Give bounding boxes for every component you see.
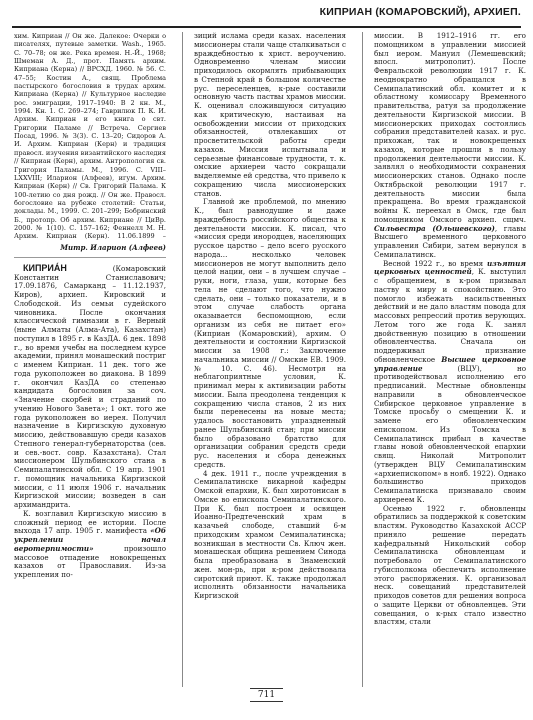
paragraph-text: миссии. В 1912–1916 гг. его помощником в управлении миссией был иером. Мануил (Лемешевский; впосл. митрополит). После Февральской революции 1917 г. К. неоднократно обращался в Семипалатинский обл. комитет и к областному комиссару Временного правительства, ратуя за продолжение деятельности Киргизской миссии. В миссионерских приходах состоялись собрания представителей казах. и рус. прихожан, так и новокрещеных казахов, которые прошли в пользу продолжения деятельности миссии. К. заявлял о необходимости сохранения миссионерских станов. Однако после Октябрьской революции 1917 г. деятельность миссии была прекращена. Во время гражданской войны К. переехал в Омск, где был помощником Омского архиеп. сщмч.	[374, 32, 526, 224]
column-divider-right	[362, 32, 363, 687]
paragraph-text: , К. выступил с обращением, в к-ром призывал паству к миру и спокойствию. Это помогло избежать насильственных действий и не дало властям повода для массовых репрессий против верующих. Летом того же года К. занял двойственную позицию в отношении обновленчества. Сначала он поддерживал признание обновленческое	[374, 267, 526, 364]
column-middle	[194, 32, 346, 682]
paragraph-text: (ВЦУ), но противодействовал исполнению его предписаний. Местные обновленцы направили в обновленческое Сибирское церковное управление в Томске просьбу о смещении К. и замене его обновленческим епископом. Из Томска в Семипалатинск прибыл в качестве главы новой обновленческой епархии свящ. Николай Митрополит (утвержден ВЦУ Семипалатинским «архиепископом» в нояб. 1922). Однако большинство приходов Семипалатинска признавало своим архиереем К.	[374, 363, 526, 504]
paragraph: Главной же проблемой, по мнению К., был равнодушие и даже враждебность российского общества к деятельности миссии. К. писал, что «миссия среди инородцев, населяющих русское царство – дело всего русского народа... несколько человек миссионеров не могут выполнить дело целой нации, они – в лучшем случае – руки, ноги, глаза, уши, которые без тела не сделают того, что нужно сделать, они – только показатели, и в этом случае слабость органа оказывается беспомощною, если организм из себя не питает его» (Киприан (Комаровский), архим. О деятельности и состоянии Киргизской миссии за 1908 г.: Заключение начальника миссии // Омские ЕВ. 1909. № 10. С. 46). Несмотря на неблагоприятные условия, К. принимал меры к активизации работы миссии. Была преодолена тенденция к сокращению числа станов, 2 из них были перенесены на новые места; удалось восстановить упраздненный ранее Шульбинский стан; при миссии было образовано братство для организации собрания средств среди рус. населения и сбора денежных средств.	[194, 197, 346, 469]
bibliography: хим. Киприан // Он же. Далекое: Очерки о писателях, путевые заметки. Wash., 1965. C. 70–78; он же. Река времен. Н.-Й., 1968; Шмеман А. Д., прот. Память архим. Киприана (Керна) // ВРСХД. 1960. № 56. С. 47–55; Костин А., свящ. Проблема пастырского богословия в трудах архим. Киприана (Керна) // Культурное наследие рос. эмиграции, 1917–1940: В 2 кн. М., 1994. Кн. 1. С. 269–274; Гаврилюк П. К. И. Архим. Киприан и его книга о свт. Григории Паламе // Встреча. Сергиев Посад, 1996. № 3(3). С. 13–20; Сидоров А. И. Архим. Киприан (Керн) и традиция правосл. изучения византийского наследия // Киприан (Керн), архим. Антропология св. Григория Паламы. М., 1996. С. VIII–LXXVIII; Иларион (Алфеев), игум. Архим. Киприан (Керн) // Св. Григорий Палама. К 100-летию со дня рожд. // Он же. Правосл. богословие на рубеже столетий: Статьи, доклады. М., 1999. С. 201–299; Бобринский Б., протопр. Об архим. Киприане // ЦиВр. 2000. № 1(10). С. 157–162; Феннелл М. Н. Архим. Киприан (Керн). 11.06.1899 –	[14, 32, 166, 241]
cross-reference: Сильвестра (Ольшевского)	[374, 223, 495, 233]
header-rule	[12, 26, 521, 28]
paragraph-text: К. возглавил Киргизскую миссию в сложный период ее истории. После выхода 17 апр. 1905 г. манифеста	[14, 508, 166, 536]
column-left	[14, 32, 166, 682]
paragraph: 4 дек. 1911 г., после учреждения в Семипалатинске викарной кафедры Омской епархии, К. был хиротонисан в Омске во епископа Семипалатинского. При К. был построен и освящен Иоанно-Предтеченский храм в казачьей слободе, ставший 6-м приходским храмом Семипалатинска; возникшая в местности Св. Ключ жен. монашеская община решением Синода была преобразована в Знаменский жен. мон-рь, при к-ром действовала сиротский приют. К. также продолжал исполнять обязанности начальника Киргизской	[194, 468, 346, 600]
paragraph: Осенью 1922 г. обновленцы обратились за поддержкой к советским властям. Руководство Казахской АССР приняло решение передать кафедральный Никольский собор Семипалатинска обновленцам и потребовало от Семипалатинского губисполкома обеспечить исполнение этого распоряжения. К. организовал неск. совещаний представителей приходов советов для решения вопроса о защите Церкви от обновленцев. Эти совещания, о к-рых стало известно властям, стали	[374, 503, 526, 627]
running-header: КИПРИАН (КОМАРОВСКИЙ), АРХИЕП.	[319, 6, 521, 18]
paragraph-text: Весной 1922 г., во время	[383, 258, 487, 268]
article-intro: (Комаровский Константин Станиславович; 17.09.1876, Самарканд – 11.12.1937, Киров), архиеп. Кировский и Слободской. Из семьи судейского чиновника. После окончания классической гимназии в г. Верный (ныне Алматы (Алма-Ата), Казахстан) поступил в 1895 г. в КазДА. 6 дек. 1898 г., во время учебы на последнем курсе академии, принял монашеский постриг с именем Киприан. 11 дек. того же года рукоположен во диакона. В 1899 г. окончил КазДА со степенью кандидата богословия за соч. «Значение скорбей и страданий по учению Нового Завета»; 1 окт. того же года рукоположен во иерея. Получил назначение в Киргизскую духовную миссию, действовавшую среди казахов Степного генерал-губернаторства (сев. и сев.-вост. совр. Казахстана). Стал миссионером Шульбинского стана в Семипалатинской обл. С 19 апр. 1901 г. помощник начальника Киргизской миссии, с 11 июля 1906 г. начальник Киргизской миссии; возведен в сан архимандрита.	[14, 263, 166, 509]
column-right	[374, 32, 526, 682]
paragraph-text: произошло массовое отпадение новокрещеных казахов от Православия. Из-за укрепления по-	[14, 543, 166, 579]
page-number: 711	[250, 688, 283, 702]
cross-reference: изъятия церковных ценностей	[374, 258, 526, 277]
article-body-start	[14, 264, 166, 580]
page-footer	[0, 690, 533, 700]
article-headword: КИПРИА́Н	[23, 262, 67, 273]
cross-reference: «Об укреплении начал веротерпимости»	[14, 526, 166, 553]
author-signature: Митр. Иларион (Алфеев)	[60, 243, 166, 252]
cross-reference: Высшее церковное управление	[374, 354, 526, 373]
article-separator	[14, 257, 166, 258]
paragraph-text: , главы Высшего временного церковного управления Сибири, затем вернулся в Семипалатинск.	[374, 223, 526, 259]
column-divider-left	[182, 32, 183, 687]
paragraph: зиций ислама среди казах. населения миссионеры стали чаще сталкиваться с враждебностью к христ. вероучению. Одновременно членам миссии приходилось окормлять прибывающих в Степной край в большом количестве рус. переселенцев, к-рые составили основную часть паствы храмов миссии. К. оценивал сложившуюся ситуацию как критическую, настаивая на освобождении миссии от приходских обязанностей, отвлекавших от просветительской работы среди казахов. Миссия испытывала и серьезные финансовые трудности, т. к. омские архиереи часто сокращали выделяемые ей средства, что привело к сокращению числа миссионерских станов.	[194, 32, 346, 198]
